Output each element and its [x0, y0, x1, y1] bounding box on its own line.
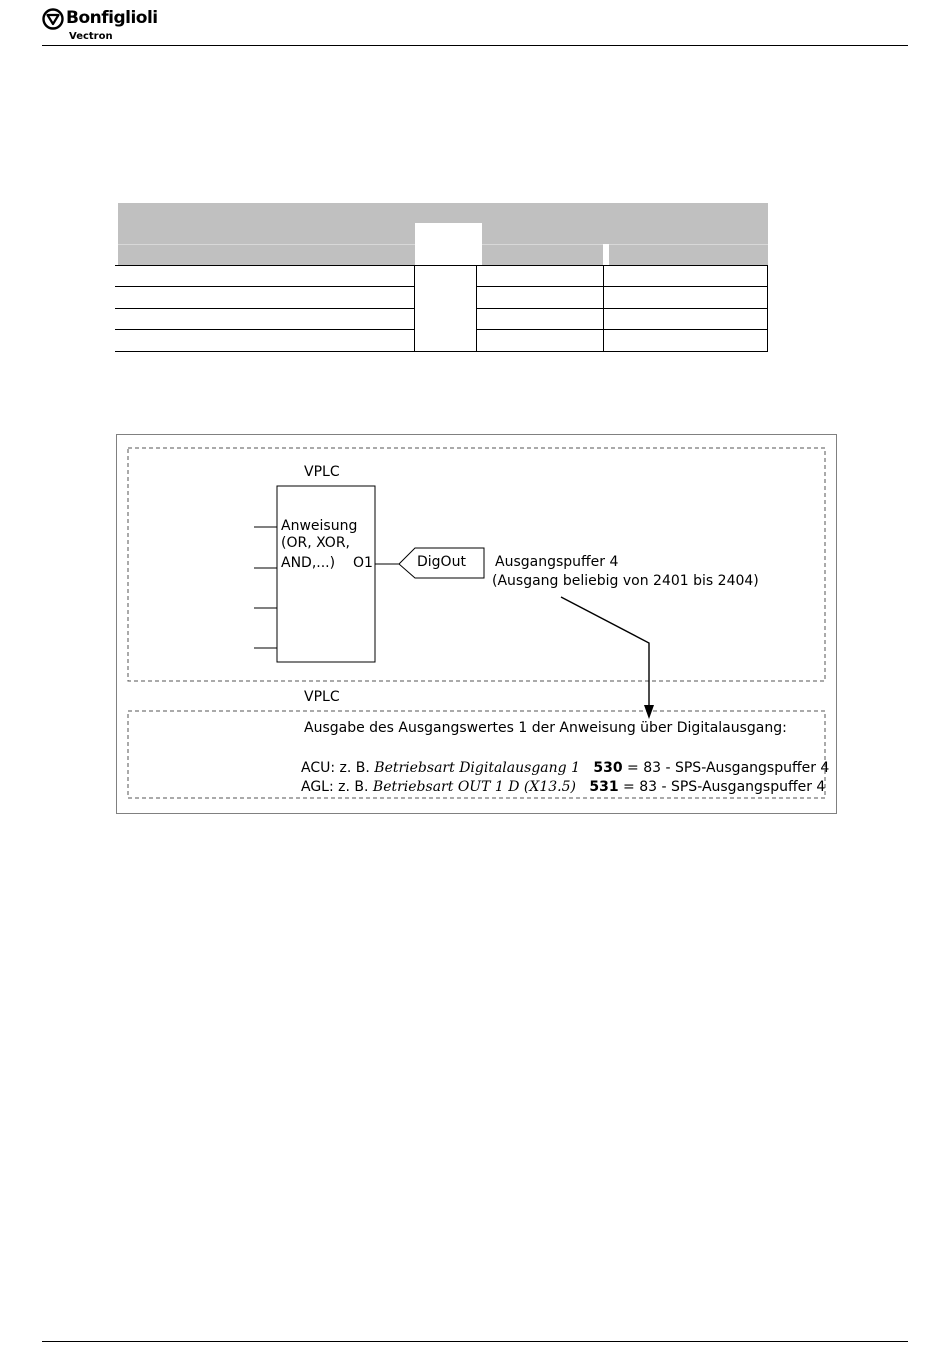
table-row-line — [115, 308, 415, 309]
diagram-graphics — [117, 435, 838, 815]
buffer-note: (Ausgang beliebig von 2401 bis 2404) — [492, 573, 759, 589]
lower-title: VPLC — [304, 689, 340, 705]
table-col-line — [603, 265, 604, 352]
acu-param-no: 530 — [593, 760, 623, 776]
table-col-line — [767, 265, 768, 352]
vplc-diagram — [116, 434, 837, 814]
table-col-line — [476, 265, 477, 352]
table-row-line — [476, 286, 768, 287]
agl-suffix: = 83 - SPS-Ausgangspuffer 4 — [623, 779, 826, 795]
header-rule — [42, 45, 908, 46]
arrow-head-icon — [644, 705, 654, 719]
buffer-label: Ausgangspuffer 4 — [495, 554, 619, 570]
table-row-line — [476, 308, 768, 309]
output-label: O1 — [353, 555, 373, 571]
block-text-line-3: AND,...) — [281, 555, 336, 571]
acu-line — [301, 760, 829, 777]
acu-param-name: Betriebsart Digitalausgang 1 — [374, 760, 580, 776]
vplc-block — [277, 486, 375, 662]
agl-prefix: AGL: z. B. — [301, 779, 369, 795]
table-row-line — [115, 286, 415, 287]
footer-rule — [42, 1341, 908, 1342]
acu-prefix: ACU: z. B. — [301, 760, 370, 776]
block-text-line-2: (OR, XOR, — [281, 535, 351, 551]
agl-param-no: 531 — [589, 779, 619, 795]
table-col-line — [414, 265, 415, 352]
block-text-line-1: Anweisung — [281, 518, 358, 534]
bonfiglioli-logo-icon — [42, 8, 64, 30]
table-row-line — [115, 265, 768, 266]
table-row-line — [115, 329, 415, 330]
brand-sub-name: Vectron — [69, 31, 113, 42]
table-row-line — [476, 329, 768, 330]
table-header-notch-small — [603, 244, 609, 265]
table-header-divider — [482, 244, 603, 245]
buffer-arrow-line — [561, 597, 649, 710]
agl-param-name: Betriebsart OUT 1 D (X13.5) — [372, 779, 576, 795]
block-title: VPLC — [304, 464, 340, 480]
brand-name: Bonfiglioli — [66, 8, 158, 28]
table-row-line — [115, 351, 768, 352]
digout-label: DigOut — [417, 554, 466, 570]
acu-suffix: = 83 - SPS-Ausgangspuffer 4 — [627, 760, 830, 776]
parameter-table — [115, 203, 768, 353]
table-header-notch — [415, 223, 482, 265]
lower-description: Ausgabe des Ausgangswertes 1 der Anweisung über Digitalausgang: — [304, 720, 787, 736]
agl-line — [301, 779, 825, 796]
table-header-divider — [118, 244, 415, 245]
table-header-divider — [609, 244, 768, 245]
